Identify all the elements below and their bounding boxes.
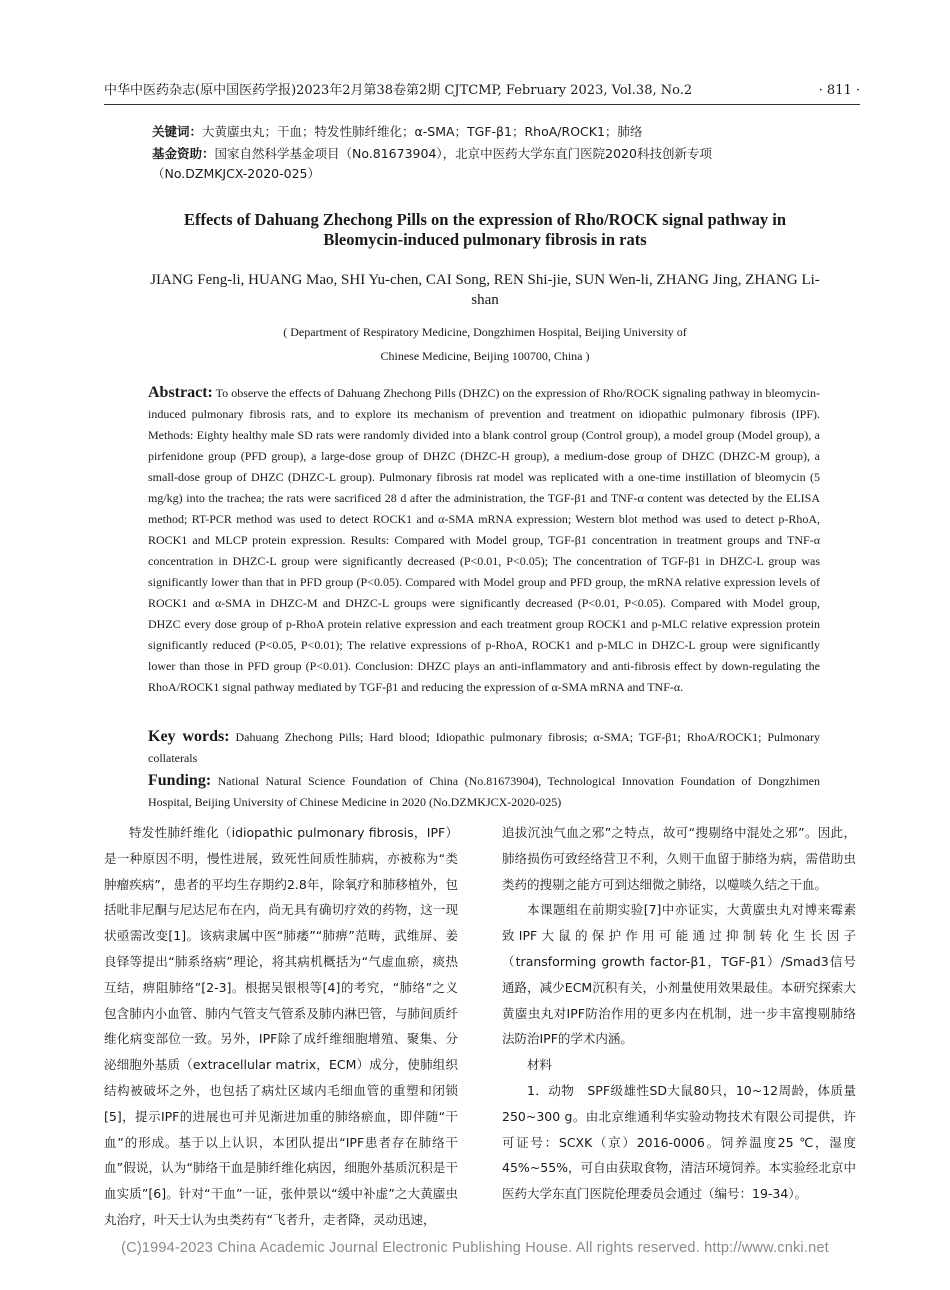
running-header <box>104 80 860 102</box>
affiliation <box>150 320 820 368</box>
page-number: · 811 · <box>818 83 860 98</box>
author-list: JIANG Feng-li, HUANG Mao, SHI Yu-chen, CAI Song, REN Shi-jie, SUN Wen-li, ZHANG Jing, ZHANG Li-shan <box>150 272 820 308</box>
cn-funding-cont: （No.DZMKJCX-2020-025） <box>152 166 320 181</box>
article-title: Effects of Dahuang Zhechong Pills on the expression of Rho/ROCK signal pathway in Bleomycin-induced pulmonary fibrosis in rats <box>183 210 787 249</box>
abstract-text: To observe the effects of Dahuang Zhechong Pills (DHZC) on the expression of Rho/ROCK signaling pathway in bleomycin-induced pulmonary fibrosis rats, and to explore its mechanism of prevention and treatment on idiopathic pulmonary fibrosis (IPF). Methods: Eighty healthy male SD rats were randomly divided into a blank control group (Control group), a model group (Model group), a pirfenidone group (PFD group), a large-dose group of DHZC (DHZC-H group), a medium-dose group of DHZC (DHZC-M group), a small-dose group of DHZC (DHZC-L group). Pulmonary fibrosis rat model was replicated with a one-time instillation of bleomycin (5 mg/kg) into the trachea; the rats were sacrificed 28 d after the administration, the TGF-β1 and TNF-α content was detected by the ELISA method; RT-PCR method was used to detect ROCK1 and α-SMA mRNA expression; Western blot method was used to detect p-RhoA, ROCK1 and MLCP protein expression. Results: Compared with Model group, TGF-β1 concentration in treatment groups and TNF-α concentration in DHZC-L group were significantly decreased (P<0.01, P<0.05); The concentration of TGF-β1 in DHZC-L group was significantly lower than that in PFD group (P<0.05). Compared with Model group and PFD group, the mRNA relative expression levels of ROCK1 and α-SMA in DHZC-M and DHZC-L groups were significantly decreased (P<0.01, P<0.05). Compared with Model group, DHZC every dose group of p-RhoA protein relative expression and each treatment group ROCK1 and p-MLC relative expression protein significantly reduced (P<0.05, P<0.01); The relative expressions of p-RhoA, ROCK1 and p-MLC in DHZC-L group were significantly lower than those in PFD group (P<0.01). Conclusion: DHZC plays an anti-inflammatory and anti-fibrosis effect by down-regulating the RhoA/ROCK1 signal pathway mediated by TGF-β1 and reducing the expression of α-SMA mRNA and TNF-α. <box>148 386 820 694</box>
body-paragraph: 特发性肺纤维化（idiopathic pulmonary fibrosis，IPF）是一种原因不明，慢性进展，致死性间质性肺病，亦被称为“类肿瘤疾病”，患者的平均生存期约2.8年，除氧疗和肺移植外，包括吡非尼酮与尼达尼布在内，尚无具有确切疗效的药物，这一现状亟需改变[1]。该病隶属中医“肺痿”“肺痹”范畴，武维屏、姜良铎等提出“肺系络病”理论，将其病机概括为“气虚血瘀，痰热互结，痹阻肺络”[2-3]。根据吴银根等[4]的考究，“肺络”之义包含肺内小血管、肺内气管支气管系及肺内淋巴管，与肺间质纤维化病变部位一致。另外，IPF除了成纤维细胞增殖、聚集、分泌细胞外基质（extracellular matrix，ECM）成分，使肺组织结构被破坏之外，也包括了病灶区域内毛细血管的重塑和闭锁[5]，提示IPF的进展也可并见渐进加重的肺络瘀血，即伴随“干血”的形成。基于以上认识，本团队提出“IPF患者存在肺络干血”假说，认为“肺络干血是肺纤维化病因，细胞外基质沉积是干血实质”[6]。针对“干血”一证，张仲景以“缓中补虚”之大黄䗪虫丸治疗，叶天士认为虫类药有“飞者升，走者降，灵动迅速， <box>104 825 458 1227</box>
body-paragraph: 1．动物 SPF级雄性SD大鼠80只，10~12周龄，体质量250~300 g。由北京维通利华实验动物技术有限公司提供，许可证号：SCXK（京）2016-0006。饲养温度25 ℃，湿度45%~55%，可自由获取食物，清洁环境饲养。本实验经北京中医药大学东直门医院伦理委员会通过（编号：19-34）。 <box>502 1082 856 1202</box>
cn-funding <box>152 144 842 184</box>
header-divider <box>104 104 860 105</box>
keywords-en-text: Dahuang Zhechong Pills; Hard blood; Idiopathic pulmonary fibrosis; α-SMA; TGF-β1; RhoA/ROCK1; Pulmonary collaterals <box>148 730 821 765</box>
abstract-label: Abstract: <box>148 384 213 401</box>
body-column-left <box>104 820 458 1233</box>
section-heading-materials: 材料 <box>527 1057 553 1073</box>
funding-en-text: National Natural Science Foundation of China (No.81673904), Technological Innovation Foundation of Dongzhimen Hospital, Beijing University of Chinese Medicine in 2020 (No.DZMKJCX-2020-025) <box>148 774 820 809</box>
cn-funding-label: 基金资助： <box>152 146 215 161</box>
cn-keywords-label: 关键词： <box>152 124 203 139</box>
abstract <box>148 382 820 698</box>
affiliation-line-2: Chinese Medicine, Beijing 100700, China ) <box>380 349 590 363</box>
cn-keywords-text: 大黄䗪虫丸；干血；特发性肺纤维化；α-SMA；TGF-β1；RhoA/ROCK1；肺络 <box>202 124 643 139</box>
cn-keywords <box>152 122 842 142</box>
body-paragraph: 追拔沉浊气血之邪”之特点，故可“搜剔络中混处之邪”。因此，肺络损伤可致经络营卫不利，久则干血留于肺络为病，需借助虫类药的搜剔之能方可到达细微之肺络，以噬啖久结之干血。 <box>502 825 856 892</box>
cn-funding-text: 国家自然科学基金项目（No.81673904），北京中医药大学东直门医院2020科技创新专项 <box>214 146 712 161</box>
funding-en <box>148 770 820 813</box>
copyright-footer: (C)1994-2023 China Academic Journal Electronic Publishing House. All rights reserved. http://www.cnki.net <box>121 1240 829 1256</box>
body-paragraph: 本课题组在前期实验[7]中亦证实，大黄䗪虫丸对博来霉素致IPF大鼠的保护作用可能通过抑制转化生长因子（transforming growth factor-β1，TGF-β1）/Smad3信号通路，减少ECM沉积有关，小剂量使用效果最佳。本研究探索大黄䗪虫丸对IPF防治作用的更多内在机制，进一步丰富搜剔肺络法防治IPF的学术内涵。 <box>502 902 856 1047</box>
affiliation-line-1: ( Department of Respiratory Medicine, Dongzhimen Hospital, Beijing University of <box>283 325 687 339</box>
journal-citation: 中华中医药杂志(原中国医药学报)2023年2月第38卷第2期 CJTCMP, February 2023, Vol.38, No.2 <box>104 83 693 98</box>
body-column-right <box>502 820 856 1207</box>
keywords-en <box>148 726 820 769</box>
keywords-en-label: Key words: <box>148 728 230 745</box>
funding-en-label: Funding: <box>148 772 212 789</box>
